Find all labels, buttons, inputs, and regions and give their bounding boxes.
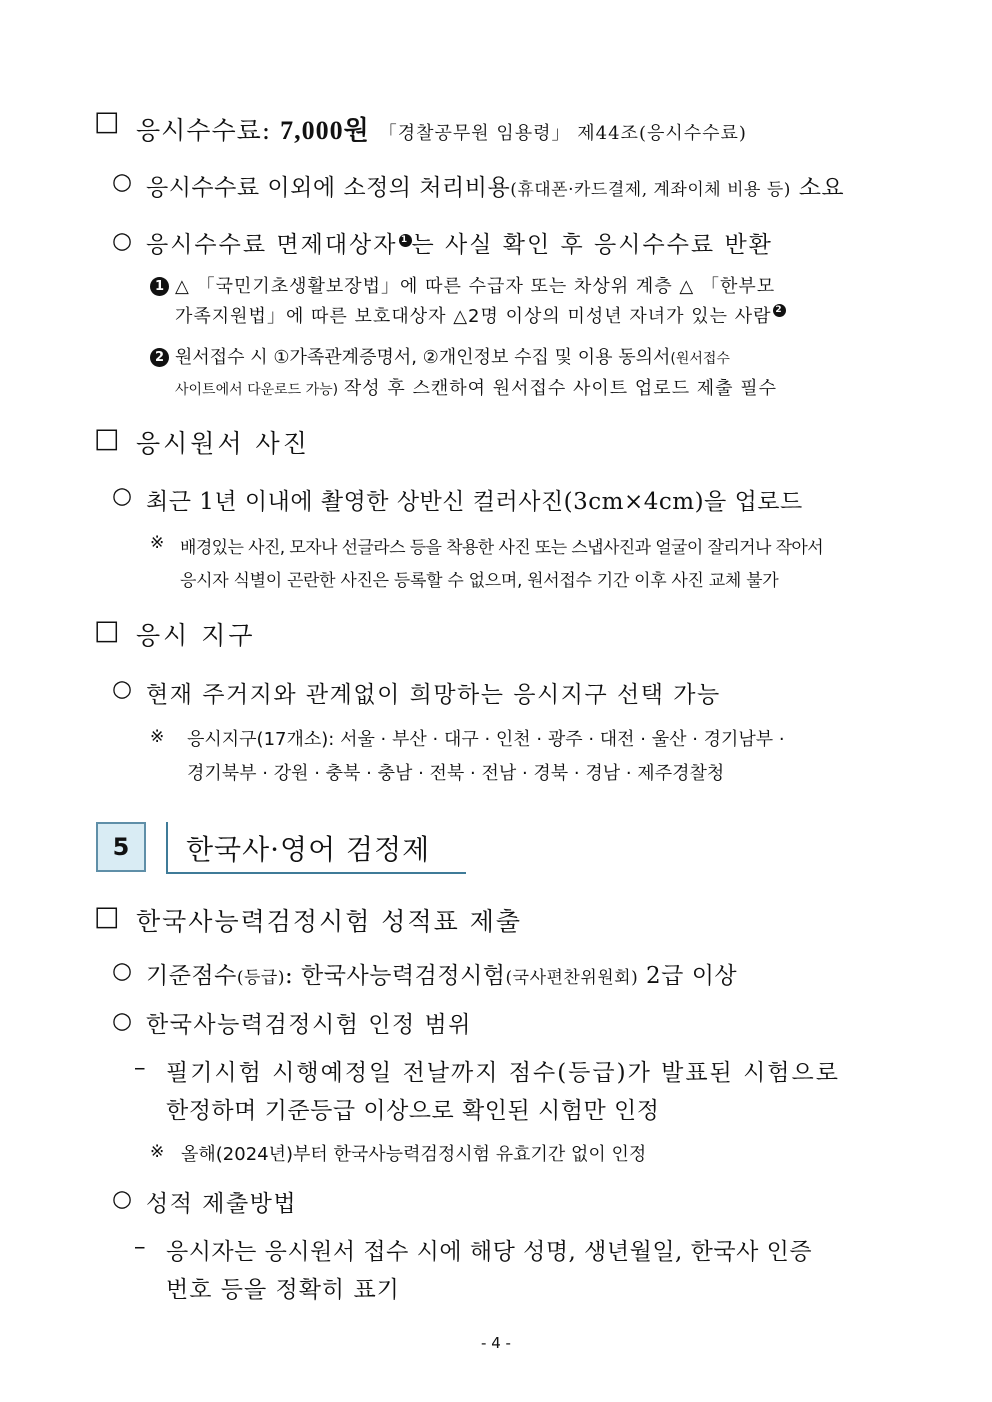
- region-note-line-2: 경기북부 · 강원 · 충북 · 충남 · 전북 · 전남 · 경북 · 경남 · 제주경찰청: [187, 763, 725, 784]
- circle-bullet-icon: ○: [112, 483, 133, 509]
- checkbox-square-icon: □: [94, 901, 120, 932]
- region-heading: 응시 지구: [136, 621, 256, 650]
- circle-bullet-icon: ○: [112, 1008, 133, 1034]
- fee-bullet-extra-cost: 응시수수료 이외에 소정의 처리비용(휴대폰·카드결제, 계좌이체 비용 등) 소요: [146, 175, 845, 201]
- circle-bullet-icon: ○: [112, 228, 133, 254]
- footnote-2-marker-icon: 2: [150, 348, 169, 367]
- footnote-1-marker-icon: 1: [150, 277, 169, 296]
- history-note: 올해(2024년)부터 한국사능력검정시험 유효기간 없이 인정: [181, 1144, 647, 1165]
- fee-heading: [136, 110, 747, 147]
- section-number-box: 5: [96, 822, 146, 872]
- checkbox-square-icon: □: [94, 615, 120, 646]
- note-mark-icon: ※: [150, 727, 165, 747]
- footnote-1: 1 △ 「국민기초생활보장법」에 따른 수급자 또는 차상위 계층 △ 「한부모: [150, 272, 775, 302]
- footnote-1-icon: 1: [399, 234, 412, 247]
- footnote-1-continued: 가족지원법」에 따른 보호대상자 △2명 이상의 미성년 자녀가 있는 사람 2: [175, 302, 786, 332]
- fee-label: 응시수수료:: [136, 116, 272, 145]
- checkbox-square-icon: □: [94, 423, 120, 454]
- region-note-line-1: 응시지구(17개소): 서울 · 부산 · 대구 · 인천 · 광주 · 대전 · 울산 · 경기남부 ·: [187, 729, 785, 750]
- circle-bullet-icon: ○: [112, 676, 133, 702]
- photo-bullet-upload: 최근 1년 이내에 촬영한 상반신 컬러사진(3cm×4cm)을 업로드: [146, 489, 803, 515]
- page-number: - 4 -: [481, 1334, 511, 1352]
- dash-bullet-icon: –: [134, 1055, 146, 1081]
- section-title: 한국사·영어 검정제: [186, 833, 431, 866]
- dash-bullet-icon: –: [134, 1234, 146, 1260]
- history-bullet-submission: 성적 제출방법: [146, 1191, 298, 1217]
- history-heading: 한국사능력검정시험 성적표 제출: [136, 907, 522, 936]
- circle-bullet-icon: ○: [112, 958, 133, 984]
- note-mark-icon: ※: [150, 533, 165, 553]
- fee-amount: 7,000원: [280, 116, 370, 145]
- footnote-2-continued: 사이트에서 다운로드 가능) 작성 후 스캔하여 원서접수 사이트 업로드 제출 필수: [175, 378, 778, 399]
- footnote-2-ref-icon: 2: [773, 304, 786, 317]
- checkbox-square-icon: □: [94, 106, 120, 137]
- photo-note-line-2: 응시자 식별이 곤란한 사진은 등록할 수 없으며, 원서접수 기간 이후 사진 교체 불가: [180, 571, 779, 591]
- fee-bullet-refund: 응시수수료 면제대상자 1 는 사실 확인 후 응시수수료 반환: [146, 232, 773, 258]
- circle-bullet-icon: ○: [112, 1186, 133, 1212]
- history-dash2-line-2: 번호 등을 정확히 표기: [166, 1277, 400, 1303]
- region-bullet-choice: 현재 주거지와 관계없이 희망하는 응시지구 선택 가능: [146, 682, 721, 708]
- photo-note-line-1: 배경있는 사진, 모자나 선글라스 등을 착용한 사진 또는 스냅사진과 얼굴이 잘리거나 작아서: [180, 538, 824, 558]
- history-dash2-line-1: 응시자는 응시원서 접수 시에 해당 성명, 생년월일, 한국사 인증: [166, 1239, 813, 1265]
- section-title-underline: [166, 872, 466, 874]
- footnote-2: 2 원서접수 시 ①가족관계증명서, ②개인정보 수집 및 이용 동의서(원서접수: [150, 343, 730, 374]
- fee-law-reference: 「경찰공무원 임용령」 제44조(응시수수료): [378, 123, 747, 144]
- history-bullet-standard: 기준점수(등급): 한국사능력검정시험(국사편찬위원회) 2급 이상: [146, 963, 738, 989]
- photo-heading: 응시원서 사진: [136, 429, 310, 458]
- history-dash-line-1: 필기시험 시행예정일 전날까지 점수(등급)가 발표된 시험으로: [166, 1060, 840, 1086]
- circle-bullet-icon: ○: [112, 169, 133, 195]
- history-dash-line-2: 한정하며 기준등급 이상으로 확인된 시험만 인정: [166, 1098, 660, 1124]
- history-bullet-scope: 한국사능력검정시험 인정 범위: [146, 1012, 472, 1038]
- note-mark-icon: ※: [150, 1142, 165, 1162]
- section-title-left-rule: [166, 822, 168, 874]
